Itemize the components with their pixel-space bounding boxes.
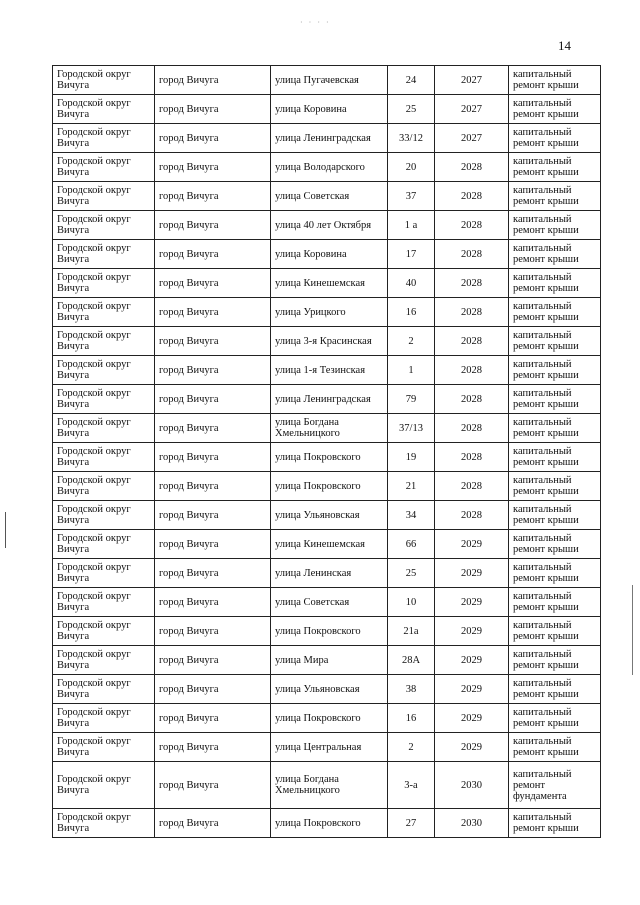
table-row (53, 385, 601, 414)
work-type-cell: капитальный ремонт крыши (509, 356, 601, 385)
work-type-cell: капитальный ремонт крыши (509, 675, 601, 704)
year-cell: 2029 (435, 704, 509, 733)
house-cell: 40 (388, 269, 435, 298)
house-cell: 1 а (388, 211, 435, 240)
house-cell: 38 (388, 675, 435, 704)
district-cell: Городской округ Вичуга (53, 95, 155, 124)
work-type-cell: капитальный ремонт крыши (509, 443, 601, 472)
house-cell: 27 (388, 809, 435, 838)
street-cell: улица Ленинградская (271, 385, 388, 414)
street-cell: улица Ленинградская (271, 124, 388, 153)
city-cell: город Вичуга (155, 414, 271, 443)
street-cell: улица Покровского (271, 617, 388, 646)
city-cell: город Вичуга (155, 588, 271, 617)
year-cell: 2027 (435, 95, 509, 124)
district-cell: Городской округ Вичуга (53, 501, 155, 530)
work-type-cell: капитальный ремонт крыши (509, 501, 601, 530)
year-cell: 2028 (435, 298, 509, 327)
scan-mark (632, 585, 633, 675)
house-cell: 17 (388, 240, 435, 269)
city-cell: город Вичуга (155, 385, 271, 414)
year-cell: 2030 (435, 762, 509, 809)
year-cell: 2028 (435, 153, 509, 182)
district-cell: Городской округ Вичуга (53, 124, 155, 153)
work-type-cell: капитальный ремонт крыши (509, 211, 601, 240)
work-type-cell: капитальный ремонт крыши (509, 240, 601, 269)
house-cell: 21а (388, 617, 435, 646)
work-type-cell: капитальный ремонт крыши (509, 124, 601, 153)
year-cell: 2029 (435, 559, 509, 588)
street-cell: улица Покровского (271, 472, 388, 501)
city-cell: город Вичуга (155, 356, 271, 385)
city-cell: город Вичуга (155, 472, 271, 501)
street-cell: улица Богдана Хмельницкого (271, 414, 388, 443)
repair-schedule-table (52, 65, 601, 838)
year-cell: 2028 (435, 327, 509, 356)
city-cell: город Вичуга (155, 646, 271, 675)
street-cell: улица 1-я Тезинская (271, 356, 388, 385)
table-row (53, 298, 601, 327)
city-cell: город Вичуга (155, 269, 271, 298)
work-type-cell: капитальный ремонт крыши (509, 646, 601, 675)
district-cell: Городской округ Вичуга (53, 182, 155, 211)
house-cell: 37 (388, 182, 435, 211)
work-type-cell: капитальный ремонт крыши (509, 472, 601, 501)
city-cell: город Вичуга (155, 327, 271, 356)
work-type-cell: капитальный ремонт крыши (509, 530, 601, 559)
city-cell: город Вичуга (155, 809, 271, 838)
table-row (53, 704, 601, 733)
city-cell: город Вичуга (155, 66, 271, 95)
district-cell: Городской округ Вичуга (53, 617, 155, 646)
city-cell: город Вичуга (155, 124, 271, 153)
street-cell: улица Покровского (271, 443, 388, 472)
district-cell: Городской округ Вичуга (53, 385, 155, 414)
district-cell: Городской округ Вичуга (53, 588, 155, 617)
table-row (53, 182, 601, 211)
street-cell: улица 3-я Красинская (271, 327, 388, 356)
city-cell: город Вичуга (155, 211, 271, 240)
district-cell: Городской округ Вичуга (53, 559, 155, 588)
work-type-cell: капитальный ремонт крыши (509, 269, 601, 298)
year-cell: 2028 (435, 414, 509, 443)
year-cell: 2028 (435, 211, 509, 240)
street-cell: улица Ульяновская (271, 675, 388, 704)
city-cell: город Вичуга (155, 733, 271, 762)
work-type-cell: капитальный ремонт крыши (509, 153, 601, 182)
year-cell: 2028 (435, 385, 509, 414)
city-cell: город Вичуга (155, 617, 271, 646)
table-row (53, 124, 601, 153)
street-cell: улица Центральная (271, 733, 388, 762)
table-row (53, 153, 601, 182)
street-cell: улица Ульяновская (271, 501, 388, 530)
street-cell: улица Богдана Хмельницкого (271, 762, 388, 809)
work-type-cell: капитальный ремонт крыши (509, 327, 601, 356)
year-cell: 2028 (435, 356, 509, 385)
table-row (53, 66, 601, 95)
table-row (53, 95, 601, 124)
house-cell: 25 (388, 95, 435, 124)
work-type-cell: капитальный ремонт крыши (509, 617, 601, 646)
district-cell: Городской округ Вичуга (53, 646, 155, 675)
scan-mark (5, 512, 6, 548)
house-cell: 28А (388, 646, 435, 675)
house-cell: 79 (388, 385, 435, 414)
city-cell: город Вичуга (155, 443, 271, 472)
district-cell: Городской округ Вичуга (53, 269, 155, 298)
house-cell: 1 (388, 356, 435, 385)
city-cell: город Вичуга (155, 182, 271, 211)
house-cell: 19 (388, 443, 435, 472)
street-cell: улица Коровина (271, 95, 388, 124)
city-cell: город Вичуга (155, 298, 271, 327)
district-cell: Городской округ Вичуга (53, 414, 155, 443)
district-cell: Городской округ Вичуга (53, 704, 155, 733)
year-cell: 2028 (435, 443, 509, 472)
work-type-cell: капитальный ремонт крыши (509, 704, 601, 733)
house-cell: 66 (388, 530, 435, 559)
work-type-cell: капитальный ремонт фундамента (509, 762, 601, 809)
table-row (53, 501, 601, 530)
year-cell: 2028 (435, 472, 509, 501)
table-body (53, 66, 601, 838)
table-row (53, 530, 601, 559)
street-cell: улица Кинешемская (271, 530, 388, 559)
work-type-cell: капитальный ремонт крыши (509, 95, 601, 124)
house-cell: 2 (388, 733, 435, 762)
table-row (53, 617, 601, 646)
year-cell: 2027 (435, 124, 509, 153)
street-cell: улица Покровского (271, 809, 388, 838)
city-cell: город Вичуга (155, 762, 271, 809)
district-cell: Городской округ Вичуга (53, 211, 155, 240)
work-type-cell: капитальный ремонт крыши (509, 298, 601, 327)
house-cell: 37/13 (388, 414, 435, 443)
table-row (53, 443, 601, 472)
table-row (53, 356, 601, 385)
year-cell: 2029 (435, 733, 509, 762)
city-cell: город Вичуга (155, 704, 271, 733)
street-cell: улица Урицкого (271, 298, 388, 327)
year-cell: 2029 (435, 675, 509, 704)
table-row (53, 211, 601, 240)
house-cell: 33/12 (388, 124, 435, 153)
work-type-cell: капитальный ремонт крыши (509, 559, 601, 588)
city-cell: город Вичуга (155, 153, 271, 182)
city-cell: город Вичуга (155, 530, 271, 559)
street-cell: улица Ленинская (271, 559, 388, 588)
house-cell: 16 (388, 704, 435, 733)
table-row (53, 675, 601, 704)
table-row (53, 269, 601, 298)
table-row (53, 414, 601, 443)
house-cell: 21 (388, 472, 435, 501)
district-cell: Городской округ Вичуга (53, 443, 155, 472)
work-type-cell: капитальный ремонт крыши (509, 588, 601, 617)
house-cell: 2 (388, 327, 435, 356)
year-cell: 2027 (435, 66, 509, 95)
year-cell: 2030 (435, 809, 509, 838)
house-cell: 34 (388, 501, 435, 530)
table-row (53, 762, 601, 809)
street-cell: улица Володарского (271, 153, 388, 182)
city-cell: город Вичуга (155, 501, 271, 530)
district-cell: Городской округ Вичуга (53, 298, 155, 327)
table-row (53, 559, 601, 588)
city-cell: город Вичуга (155, 559, 271, 588)
district-cell: Городской округ Вичуга (53, 762, 155, 809)
house-cell: 20 (388, 153, 435, 182)
year-cell: 2029 (435, 588, 509, 617)
district-cell: Городской округ Вичуга (53, 153, 155, 182)
street-cell: улица Советская (271, 182, 388, 211)
year-cell: 2028 (435, 501, 509, 530)
district-cell: Городской округ Вичуга (53, 240, 155, 269)
district-cell: Городской округ Вичуга (53, 472, 155, 501)
city-cell: город Вичуга (155, 240, 271, 269)
street-cell: улица Коровина (271, 240, 388, 269)
house-cell: 10 (388, 588, 435, 617)
work-type-cell: капитальный ремонт крыши (509, 733, 601, 762)
table-row (53, 327, 601, 356)
year-cell: 2029 (435, 530, 509, 559)
street-cell: улица Пугачевская (271, 66, 388, 95)
work-type-cell: капитальный ремонт крыши (509, 414, 601, 443)
year-cell: 2028 (435, 182, 509, 211)
year-cell: 2029 (435, 646, 509, 675)
city-cell: город Вичуга (155, 675, 271, 704)
table-row (53, 588, 601, 617)
year-cell: 2029 (435, 617, 509, 646)
city-cell: город Вичуга (155, 95, 271, 124)
street-cell: улица Покровского (271, 704, 388, 733)
table-row (53, 809, 601, 838)
district-cell: Городской округ Вичуга (53, 733, 155, 762)
table-row (53, 472, 601, 501)
house-cell: 16 (388, 298, 435, 327)
table-row (53, 733, 601, 762)
house-cell: 3-а (388, 762, 435, 809)
table-row (53, 240, 601, 269)
street-cell: улица 40 лет Октября (271, 211, 388, 240)
house-cell: 25 (388, 559, 435, 588)
year-cell: 2028 (435, 240, 509, 269)
district-cell: Городской округ Вичуга (53, 66, 155, 95)
street-cell: улица Кинешемская (271, 269, 388, 298)
house-cell: 24 (388, 66, 435, 95)
work-type-cell: капитальный ремонт крыши (509, 182, 601, 211)
district-cell: Городской округ Вичуга (53, 356, 155, 385)
page-number: 14 (558, 38, 571, 53)
street-cell: улица Советская (271, 588, 388, 617)
scan-artifact: · · · · (300, 18, 331, 27)
work-type-cell: капитальный ремонт крыши (509, 385, 601, 414)
table-row (53, 646, 601, 675)
work-type-cell: капитальный ремонт крыши (509, 66, 601, 95)
street-cell: улица Мира (271, 646, 388, 675)
district-cell: Городской округ Вичуга (53, 809, 155, 838)
district-cell: Городской округ Вичуга (53, 530, 155, 559)
year-cell: 2028 (435, 269, 509, 298)
district-cell: Городской округ Вичуга (53, 675, 155, 704)
work-type-cell: капитальный ремонт крыши (509, 809, 601, 838)
district-cell: Городской округ Вичуга (53, 327, 155, 356)
